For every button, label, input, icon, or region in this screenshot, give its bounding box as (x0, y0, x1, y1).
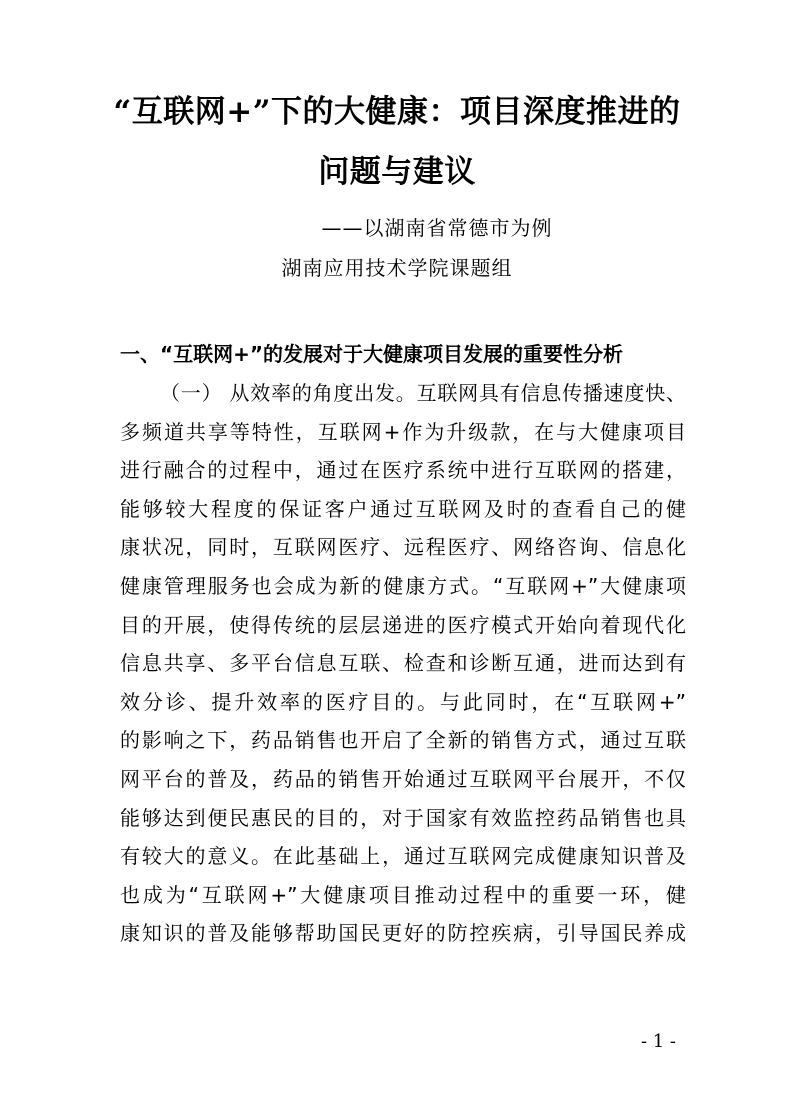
paragraph-line: 多频道共享等特性，互联网+作为升级款，在与大健康项目 (120, 419, 686, 444)
body-paragraph (120, 374, 686, 953)
paragraph-line: （一） 从效率的角度出发。互联网具有信息传播速度快、 (160, 381, 686, 405)
title-line-1: “互联网+”下的大健康：项目深度推进的 (113, 94, 681, 130)
paragraph-line: 能够较大程度的保证客户通过互联网及时的查看自己的健 (120, 496, 686, 521)
paragraph-line: 康知识的普及能够帮助国民更好的防控疾病，引导国民养成 (120, 921, 686, 946)
paragraph-line: 健康管理服务也会成为新的健康方式。“互联网+”大健康项 (120, 573, 686, 598)
paragraph-line: 效分诊、提升效率的医疗目的。与此同时，在“互联网+” (120, 689, 686, 714)
page-number: - 1 - (640, 1031, 676, 1052)
section-heading: 一、“互联网+”的发展对于大健康项目发展的重要性分析 (120, 342, 624, 366)
subtitle: ——以湖南省常德市为例 (321, 216, 553, 240)
paragraph-line: 的影响之下，药品销售也开启了全新的销售方式，通过互联 (120, 728, 686, 753)
paragraph-line: 信息共享、多平台信息互联、检查和诊断互通，进而达到有 (120, 651, 686, 676)
paragraph-line: 网平台的普及，药品的销售开始通过互联网平台展开，不仅 (120, 766, 686, 791)
author-line: 湖南应用技术学院课题组 (281, 256, 513, 280)
paragraph-line: 康状况，同时，互联网医疗、远程医疗、网络咨询、信息化 (120, 535, 686, 560)
paragraph-line: 也成为“互联网+”大健康项目推动过程中的重要一环，健 (120, 882, 686, 907)
paragraph-line: 能够达到便民惠民的目的，对于国家有效监控药品销售也具 (120, 805, 686, 830)
paragraph-line: 目的开展，使得传统的层层递进的医疗模式开始向着现代化 (120, 612, 686, 637)
paragraph-line: 有较大的意义。在此基础上，通过互联网完成健康知识普及 (120, 844, 686, 869)
title-line-2: 问题与建议 (318, 154, 476, 190)
paragraph-line: 进行融合的过程中，通过在医疗系统中进行互联网的搭建， (120, 458, 686, 483)
